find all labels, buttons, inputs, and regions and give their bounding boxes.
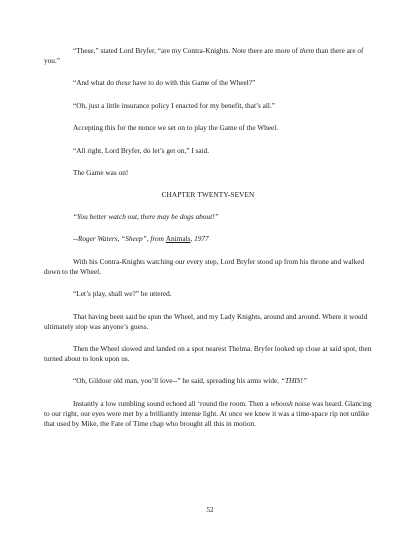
paragraph-gildour: “Oh, Gildour old man, you’ll love--” he said, spreading his arms wide, “THIS!”	[73, 376, 307, 386]
chapter-heading: CHAPTER TWENTY-SEVEN	[161, 190, 255, 200]
page-body	[44, 46, 372, 441]
paragraph-spun-wheel: That having been said he spun the Wheel, and my Lady Knights, around and around. Where it would ultimately stop was anyone’s guess.	[44, 311, 368, 331]
epigraph-citation: --Roger Waters, “Sheep”, from Animals, 1977	[73, 234, 209, 244]
emphasis-them: them	[299, 46, 315, 55]
paragraph-insurance: “Oh, just a little insurance policy I enacted for my benefit, that’s all.”	[73, 100, 276, 110]
paragraph-game-question: “And what do these have to do with this Game of the Wheel?”	[73, 78, 256, 88]
emphasis-this: “THIS!”	[280, 376, 307, 386]
epigraph: “You better watch out, there may be dogs about!”	[73, 211, 219, 221]
paragraph-time-space-rip: Instantly a low rumbling sound echoed all ‘round the room. Then a whoosh noise was heard. Glancing to our right, our eyes were met by a brilliantly intense light. At once we knew it was a time-space rip not unlike that used by Mike, the Fate of Time chap who brought all this in motion.	[44, 398, 372, 428]
paragraph-get-on: “All right, Lord Bryfer, do let’s get on,” I said.	[73, 145, 210, 155]
emphasis-these: these	[115, 78, 131, 88]
paragraph-wheel-slowed: Then the Wheel slowed and landed on a spot nearest Thelma. Bryfer looked up close at said spot, then turned about to look upon us.	[44, 343, 372, 363]
citation-album-title: Animals	[165, 234, 191, 244]
paragraph-game-on: The Game was on!	[73, 167, 129, 177]
paragraph-throne: With his Contra-Knights watching our every step, Lord Bryfer stood up from his throne and walked down to the Wheel.	[44, 256, 365, 276]
paragraph-contra-knights: “These,” stated Lord Bryfer, “are my Contra-Knights. Note there are more of them than there are of you.”	[44, 46, 364, 65]
paragraph-accepting: Accepting this for the nonce we set on to play the Game of the Wheel.	[73, 123, 279, 133]
emphasis-whoosh: whoosh	[270, 398, 293, 408]
paragraph-lets-play: “Let’s play, shall we?” he uttered.	[73, 289, 172, 299]
page-number: 52	[206, 505, 214, 514]
